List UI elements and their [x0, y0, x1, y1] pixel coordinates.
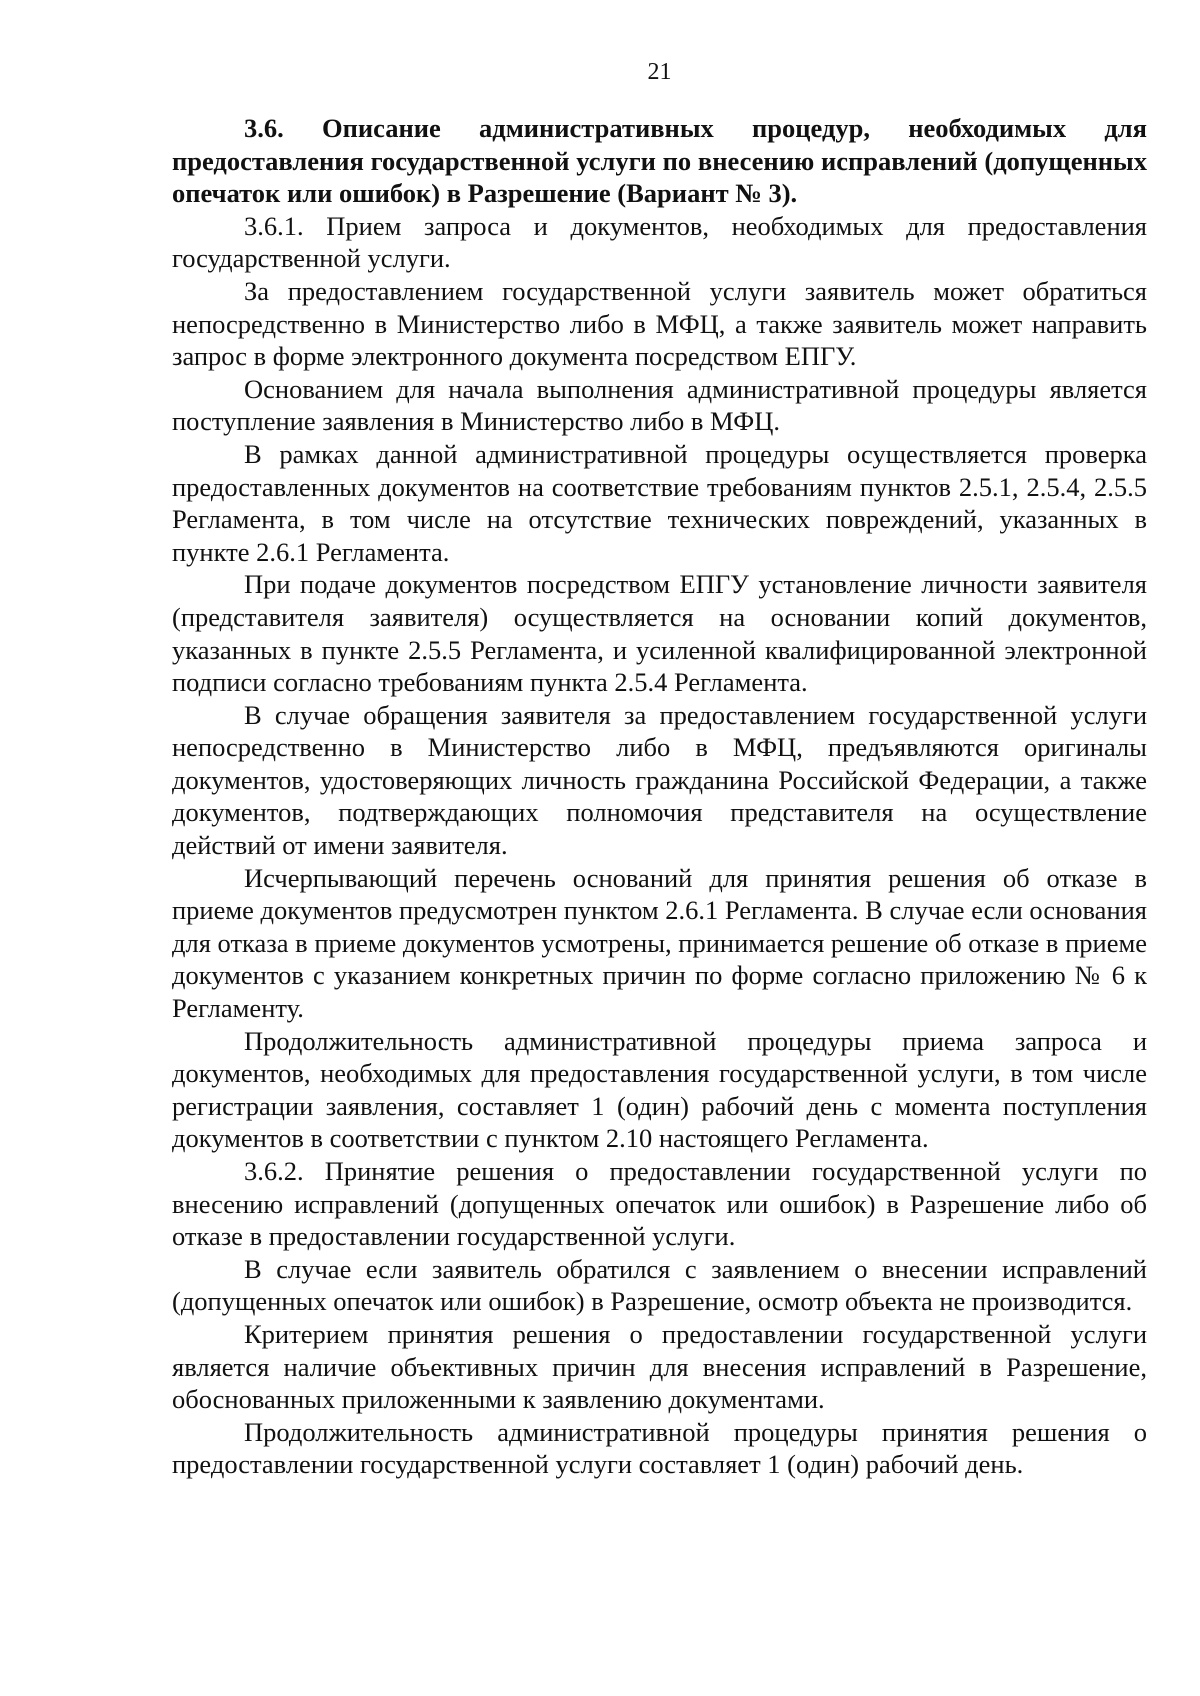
paragraph-epgu-identification: При подаче документов посредством ЕПГУ установление личности заявителя (представителя заявителя) осуществляется на основании копий документов, указанных в пункте 2.5.5 Регламента, и усиленной квалифицированной электронной подписи согласно требованиям пункта 2.5.4 Регламента. — [172, 569, 1147, 698]
section-heading: 3.6. Описание административных процедур, необходимых для предоставления государственной услуги по внесению исправлений (допущенных опечаток или ошибок) в Разрешение (Вариант № 3). — [172, 113, 1147, 209]
paragraph-procedure-basis: Основанием для начала выполнения административной процедуры является поступление заявления в Министерство либо в МФЦ. — [172, 373, 1147, 437]
paragraph-decision-criterion: Критерием принятия решения о предоставлении государственной услуги является наличие объективных причин для внесения исправлений в Разрешение, обоснованных приложенными к заявлению документами. — [172, 1318, 1147, 1415]
paragraph-3-6-1: 3.6.1. Прием запроса и документов, необходимых для предоставления государственной услуги. — [172, 210, 1147, 274]
paragraph-decision-duration: Продолжительность административной процедуры принятия решения о предоставлении государственной услуги составляет 1 (один) рабочий день. — [172, 1416, 1147, 1480]
paragraph-no-inspection: В случае если заявитель обратился с заявлением о внесении исправлений (допущенных опечаток или ошибок) в Разрешение, осмотр объекта не производится. — [172, 1253, 1147, 1317]
paragraph-intake-duration: Продолжительность административной процедуры приема запроса и документов, необходимых для предоставления государственной услуги, в том числе регистрации заявления, составляет 1 (один) рабочий день с момента поступления документов в соответствии с пунктом 2.10 настоящего Регламента. — [172, 1025, 1147, 1154]
document-page — [172, 52, 1147, 1481]
page-number: 21 — [647, 59, 672, 85]
paragraph-3-6-2: 3.6.2. Принятие решения о предоставлении государственной услуги по внесению исправлений (допущенных опечаток или ошибок) в Разрешение либо об отказе в предоставлении государственной услуги. — [172, 1156, 1147, 1252]
paragraph-document-check: В рамках данной административной процедуры осуществляется проверка предоставленных документов на соответствие требованиям пунктов 2.5.1, 2.5.4, 2.5.5 Регламента, в том числе на отсутствие технических повреждений, указанных в пункте 2.6.1 Регламента. — [172, 438, 1147, 567]
paragraph-in-person-identification: В случае обращения заявителя за предоставлением государственной услуги непосредственно в Министерство либо в МФЦ, предъявляются оригиналы документов, удостоверяющих личность гражданина Российской Федерации, а также документов, подтверждающих полномочия представителя на осуществление действий от имени заявителя. — [172, 699, 1147, 861]
paragraph-application-channels: За предоставлением государственной услуги заявитель может обратиться непосредственно в Министерство либо в МФЦ, а также заявитель может направить запрос в форме электронного документа посредством ЕПГУ. — [172, 275, 1147, 372]
paragraph-refusal-grounds: Исчерпывающий перечень оснований для принятия решения об отказе в приеме документов предусмотрен пунктом 2.6.1 Регламента. В случае если основания для отказа в приеме документов усмотрены, принимается решение об отказе в приеме документов с указанием конкретных причин по форме согласно приложению № 6 к Регламенту. — [172, 862, 1147, 1024]
